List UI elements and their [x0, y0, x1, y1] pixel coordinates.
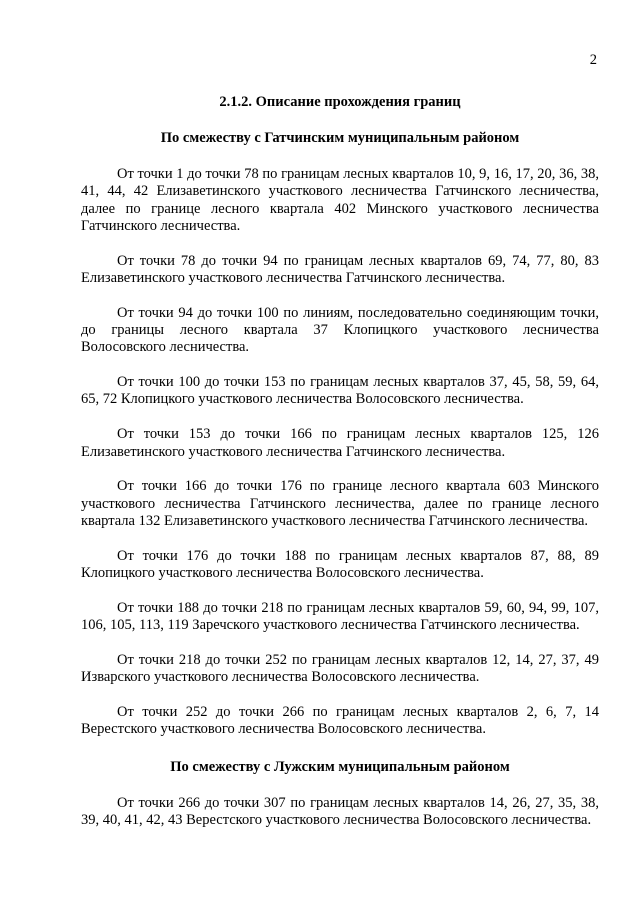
- paragraph: От точки 166 до точки 176 по границе лесного квартала 603 Минского участкового лесничества Гатчинского лесничества, далее по границе лесного квартала 132 Елизаветинского участкового лесничества Гатчинского лесничества.: [81, 478, 599, 529]
- paragraph: От точки 266 до точки 307 по границам лесных кварталов 14, 26, 27, 35, 38, 39, 40, 41, 42, 43 Верестского участкового лесничества Волосовского лесничества.: [81, 794, 599, 828]
- paragraph: От точки 188 до точки 218 по границам лесных кварталов 59, 60, 94, 99, 107, 106, 105, 113, 119 Заречского участкового лесничества Гатчинского лесничества.: [81, 599, 599, 634]
- paragraph: От точки 100 до точки 153 по границам лесных кварталов 37, 45, 58, 59, 64, 65, 72 Клопицкого участкового лесничества Волосовского лесничества.: [81, 374, 599, 408]
- paragraph: От точки 176 до точки 188 по границам лесных кварталов 87, 88, 89 Клопицкого участкового лесничества Волосовского лесничества.: [81, 547, 599, 582]
- paragraph: От точки 218 до точки 252 по границам лесных кварталов 12, 14, 27, 37, 49 Изварского участкового лесничества Волосовского лесничества.: [81, 651, 599, 686]
- section-title: 2.1.2. Описание прохождения границ: [219, 94, 461, 110]
- subsection-title: По смежеству с Лужским муниципальным районом: [170, 758, 510, 775]
- paragraph: От точки 252 до точки 266 по границам лесных кварталов 2, 6, 7, 14 Верестского участкового лесничества Волосовского лесничества.: [81, 704, 599, 738]
- paragraph: От точки 1 до точки 78 по границам лесных кварталов 10, 9, 16, 17, 20, 36, 38, 41, 44, 42 Елизаветинского участкового лесничества Гатчинского лесничества, далее по границе лесного квартала 402 Минского участкового лесничества Гатчинского лесничества.: [81, 166, 599, 234]
- paragraph: От точки 153 до точки 166 по границам лесных кварталов 125, 126 Елизаветинского участкового лесничества Гатчинского лесничества.: [81, 426, 599, 460]
- paragraph: От точки 94 до точки 100 по линиям, последовательно соединяющим точки, до границы лесного квартала 37 Клопицкого участкового лесничества Волосовского лесничества.: [81, 304, 599, 356]
- subsection-gatchina: [81, 130, 599, 739]
- document-body: [81, 94, 599, 849]
- subsection-title: По смежеству с Гатчинским муниципальным районом: [160, 130, 520, 146]
- page-number: 2: [589, 52, 597, 68]
- subsection-luga: [81, 759, 599, 830]
- paragraph: От точки 78 до точки 94 по границам лесных кварталов 69, 74, 77, 80, 83 Елизаветинского участкового лесничества Гатчинского лесничества.: [81, 252, 599, 286]
